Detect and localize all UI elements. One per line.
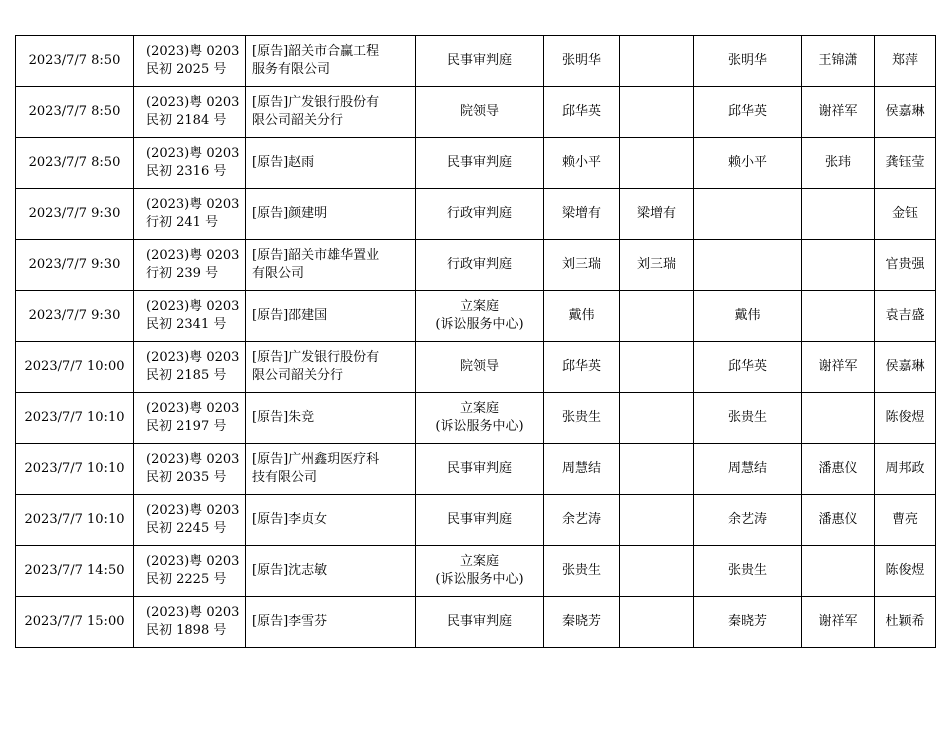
party-cell xyxy=(246,546,416,597)
table-row xyxy=(16,189,936,240)
clerk-text: 陈俊煜 xyxy=(885,563,925,578)
hearing-time-text: 2023/7/7 10:10 xyxy=(24,512,125,527)
hearing-time-text: 2023/7/7 10:10 xyxy=(24,410,125,425)
case-number-text: (2023)粤 0203 xyxy=(146,299,240,314)
panel-member-text: 王锦潇 xyxy=(818,53,858,68)
case-number-cell xyxy=(134,444,246,495)
judge-text: 余艺涛 xyxy=(561,512,601,527)
clerk-text: 侯嘉琳 xyxy=(885,359,925,374)
case-number-text: 行初 241 号 xyxy=(146,215,219,230)
chief-judge-cell xyxy=(694,240,802,291)
party-cell xyxy=(246,189,416,240)
department-cell xyxy=(416,36,544,87)
case-number-text: (2023)粤 0203 xyxy=(146,95,240,110)
panel-member-cell xyxy=(802,342,875,393)
department-text: (诉讼服务中心) xyxy=(435,572,524,587)
judge-text: 周慧结 xyxy=(561,461,601,476)
party-cell xyxy=(246,291,416,342)
table-row xyxy=(16,444,936,495)
case-number-cell xyxy=(134,36,246,87)
case-number-text: 民初 1898 号 xyxy=(146,623,227,638)
case-number-text: (2023)粤 0203 xyxy=(146,146,240,161)
clerk-text: 陈俊煜 xyxy=(885,410,925,425)
hearing-time-cell xyxy=(16,138,134,189)
panel-member-text: 张玮 xyxy=(824,155,851,170)
panel-member-text: 谢祥军 xyxy=(818,359,858,374)
chief-judge-cell xyxy=(694,36,802,87)
hearing-time-cell xyxy=(16,342,134,393)
chief-judge-text: 戴伟 xyxy=(734,308,761,323)
judge-text: 梁增有 xyxy=(561,206,601,221)
panel-member-cell xyxy=(802,138,875,189)
hearing-schedule-table xyxy=(15,35,936,648)
judge-text: 邱华英 xyxy=(561,104,601,119)
clerk-cell xyxy=(875,87,936,138)
judge-text: 秦晓芳 xyxy=(561,614,601,629)
clerk-text: 袁吉盛 xyxy=(885,308,925,323)
case-number-text: 行初 239 号 xyxy=(146,266,219,281)
department-cell xyxy=(416,495,544,546)
judge-cell xyxy=(544,597,620,648)
department-cell xyxy=(416,342,544,393)
table-row xyxy=(16,546,936,597)
party-cell xyxy=(246,342,416,393)
chief-judge-cell xyxy=(694,342,802,393)
department-text: 院领导 xyxy=(459,104,499,119)
department-text: 立案庭 xyxy=(459,299,499,314)
chief-judge-cell xyxy=(694,495,802,546)
party-text: [原告]赵雨 xyxy=(252,155,315,170)
panel-member-text: 谢祥军 xyxy=(818,104,858,119)
panel-member-cell xyxy=(802,36,875,87)
party-text: 限公司韶关分行 xyxy=(252,368,344,383)
chief-judge-cell xyxy=(694,291,802,342)
hearing-time-text: 2023/7/7 15:00 xyxy=(24,614,125,629)
chief-judge-text: 赖小平 xyxy=(727,155,767,170)
party-cell xyxy=(246,138,416,189)
party-cell xyxy=(246,240,416,291)
department-text: 行政审判庭 xyxy=(446,206,512,221)
clerk-cell xyxy=(875,546,936,597)
judge-cell xyxy=(544,495,620,546)
party-cell xyxy=(246,597,416,648)
judge-cell xyxy=(544,444,620,495)
case-number-text: 民初 2025 号 xyxy=(146,62,227,77)
case-number-text: 民初 2341 号 xyxy=(146,317,227,332)
clerk-text: 金钰 xyxy=(891,206,918,221)
presiding-judge-cell xyxy=(620,546,694,597)
clerk-cell xyxy=(875,138,936,189)
judge-cell xyxy=(544,36,620,87)
chief-judge-text: 周慧结 xyxy=(727,461,767,476)
case-number-text: 民初 2185 号 xyxy=(146,368,227,383)
party-text: [原告]韶关市雄华置业 xyxy=(252,248,380,263)
panel-member-cell xyxy=(802,546,875,597)
party-text: [原告]沈志敏 xyxy=(252,563,328,578)
judge-cell xyxy=(544,138,620,189)
presiding-judge-cell xyxy=(620,87,694,138)
party-text: [原告]广发银行股份有 xyxy=(252,95,380,110)
presiding-judge-cell xyxy=(620,240,694,291)
hearing-time-text: 2023/7/7 8:50 xyxy=(28,53,121,68)
clerk-text: 周邦政 xyxy=(885,461,925,476)
case-number-text: 民初 2197 号 xyxy=(146,419,227,434)
presiding-judge-cell xyxy=(620,189,694,240)
party-text: [原告]广州鑫玥医疗科 xyxy=(252,452,380,467)
case-number-text: 民初 2184 号 xyxy=(146,113,227,128)
chief-judge-cell xyxy=(694,597,802,648)
department-cell xyxy=(416,240,544,291)
presiding-judge-cell xyxy=(620,444,694,495)
party-text: 限公司韶关分行 xyxy=(252,113,344,128)
presiding-judge-cell xyxy=(620,495,694,546)
panel-member-text: 谢祥军 xyxy=(818,614,858,629)
table-row xyxy=(16,597,936,648)
department-text: 民事审判庭 xyxy=(446,512,512,527)
judge-cell xyxy=(544,342,620,393)
hearing-time-text: 2023/7/7 14:50 xyxy=(24,563,125,578)
clerk-cell xyxy=(875,36,936,87)
case-number-cell xyxy=(134,189,246,240)
panel-member-cell xyxy=(802,87,875,138)
hearing-time-cell xyxy=(16,189,134,240)
hearing-time-cell xyxy=(16,597,134,648)
department-cell xyxy=(416,291,544,342)
case-number-cell xyxy=(134,597,246,648)
chief-judge-cell xyxy=(694,87,802,138)
hearing-time-text: 2023/7/7 10:00 xyxy=(24,359,125,374)
department-text: 行政审判庭 xyxy=(446,257,512,272)
judge-text: 刘三瑞 xyxy=(561,257,601,272)
judge-text: 张贵生 xyxy=(561,410,601,425)
department-cell xyxy=(416,444,544,495)
judge-text: 张明华 xyxy=(561,53,601,68)
party-text: 有限公司 xyxy=(252,266,305,281)
party-text: [原告]李雪芬 xyxy=(252,614,328,629)
hearing-time-text: 2023/7/7 8:50 xyxy=(28,104,121,119)
clerk-text: 龚钰莹 xyxy=(885,155,925,170)
department-cell xyxy=(416,546,544,597)
hearing-time-cell xyxy=(16,393,134,444)
judge-text: 张贵生 xyxy=(561,563,601,578)
party-text: [原告]邵建国 xyxy=(252,308,328,323)
department-text: 民事审判庭 xyxy=(446,155,512,170)
judge-cell xyxy=(544,189,620,240)
case-number-text: (2023)粤 0203 xyxy=(146,503,240,518)
department-text: 民事审判庭 xyxy=(446,53,512,68)
case-number-text: (2023)粤 0203 xyxy=(146,452,240,467)
case-number-text: 民初 2225 号 xyxy=(146,572,227,587)
department-text: 院领导 xyxy=(459,359,499,374)
clerk-cell xyxy=(875,495,936,546)
hearing-time-cell xyxy=(16,546,134,597)
chief-judge-cell xyxy=(694,138,802,189)
case-number-text: (2023)粤 0203 xyxy=(146,350,240,365)
clerk-text: 曹亮 xyxy=(891,512,918,527)
panel-member-cell xyxy=(802,444,875,495)
judge-cell xyxy=(544,291,620,342)
presiding-judge-cell xyxy=(620,393,694,444)
chief-judge-text: 张贵生 xyxy=(727,563,767,578)
table-row xyxy=(16,495,936,546)
chief-judge-text: 邱华英 xyxy=(727,104,767,119)
department-cell xyxy=(416,87,544,138)
department-cell xyxy=(416,393,544,444)
case-number-text: (2023)粤 0203 xyxy=(146,44,240,59)
chief-judge-cell xyxy=(694,444,802,495)
table-row xyxy=(16,291,936,342)
table-row xyxy=(16,342,936,393)
hearing-time-cell xyxy=(16,291,134,342)
panel-member-cell xyxy=(802,597,875,648)
clerk-cell xyxy=(875,444,936,495)
chief-judge-cell xyxy=(694,189,802,240)
party-cell xyxy=(246,495,416,546)
case-number-cell xyxy=(134,138,246,189)
presiding-judge-text: 刘三瑞 xyxy=(636,257,676,272)
case-number-cell xyxy=(134,495,246,546)
case-number-text: (2023)粤 0203 xyxy=(146,554,240,569)
hearing-time-text: 2023/7/7 10:10 xyxy=(24,461,125,476)
case-number-cell xyxy=(134,342,246,393)
panel-member-text: 潘惠仪 xyxy=(818,461,858,476)
hearing-time-cell xyxy=(16,495,134,546)
chief-judge-text: 秦晓芳 xyxy=(727,614,767,629)
hearing-time-text: 2023/7/7 9:30 xyxy=(28,257,121,272)
clerk-text: 侯嘉琳 xyxy=(885,104,925,119)
clerk-cell xyxy=(875,342,936,393)
panel-member-text: 潘惠仪 xyxy=(818,512,858,527)
case-number-text: 民初 2245 号 xyxy=(146,521,227,536)
chief-judge-text: 张贵生 xyxy=(727,410,767,425)
party-cell xyxy=(246,36,416,87)
hearing-time-cell xyxy=(16,36,134,87)
case-number-text: 民初 2316 号 xyxy=(146,164,227,179)
judge-text: 戴伟 xyxy=(568,308,595,323)
department-text: 民事审判庭 xyxy=(446,461,512,476)
table-row xyxy=(16,138,936,189)
judge-cell xyxy=(544,393,620,444)
clerk-cell xyxy=(875,597,936,648)
panel-member-cell xyxy=(802,291,875,342)
presiding-judge-cell xyxy=(620,138,694,189)
presiding-judge-cell xyxy=(620,597,694,648)
party-cell xyxy=(246,444,416,495)
case-number-cell xyxy=(134,87,246,138)
clerk-text: 官贵强 xyxy=(885,257,925,272)
presiding-judge-text: 梁增有 xyxy=(636,206,676,221)
hearing-time-cell xyxy=(16,87,134,138)
clerk-cell xyxy=(875,240,936,291)
case-number-text: (2023)粤 0203 xyxy=(146,605,240,620)
presiding-judge-cell xyxy=(620,342,694,393)
party-text: [原告]韶关市合赢工程 xyxy=(252,44,380,59)
department-text: (诉讼服务中心) xyxy=(435,419,524,434)
party-text: [原告]李贞女 xyxy=(252,512,328,527)
clerk-cell xyxy=(875,189,936,240)
party-text: [原告]广发银行股份有 xyxy=(252,350,380,365)
table-row xyxy=(16,393,936,444)
panel-member-cell xyxy=(802,189,875,240)
judge-text: 邱华英 xyxy=(561,359,601,374)
department-cell xyxy=(416,138,544,189)
hearing-time-cell xyxy=(16,240,134,291)
chief-judge-cell xyxy=(694,393,802,444)
panel-member-cell xyxy=(802,495,875,546)
clerk-cell xyxy=(875,291,936,342)
table-row xyxy=(16,240,936,291)
hearing-time-text: 2023/7/7 9:30 xyxy=(28,308,121,323)
judge-cell xyxy=(544,240,620,291)
party-text: 服务有限公司 xyxy=(252,62,331,77)
department-cell xyxy=(416,189,544,240)
presiding-judge-cell xyxy=(620,36,694,87)
case-number-text: 民初 2035 号 xyxy=(146,470,227,485)
presiding-judge-cell xyxy=(620,291,694,342)
chief-judge-cell xyxy=(694,546,802,597)
party-text: [原告]颜建明 xyxy=(252,206,328,221)
panel-member-cell xyxy=(802,393,875,444)
judge-cell xyxy=(544,546,620,597)
department-text: 立案庭 xyxy=(459,554,499,569)
party-cell xyxy=(246,87,416,138)
case-number-text: (2023)粤 0203 xyxy=(146,197,240,212)
judge-cell xyxy=(544,87,620,138)
hearing-time-cell xyxy=(16,444,134,495)
table-row xyxy=(16,87,936,138)
chief-judge-text: 余艺涛 xyxy=(727,512,767,527)
panel-member-cell xyxy=(802,240,875,291)
case-number-text: (2023)粤 0203 xyxy=(146,248,240,263)
hearing-time-text: 2023/7/7 9:30 xyxy=(28,206,121,221)
judge-text: 赖小平 xyxy=(561,155,601,170)
chief-judge-text: 邱华英 xyxy=(727,359,767,374)
case-number-cell xyxy=(134,240,246,291)
table-row xyxy=(16,36,936,87)
party-text: 技有限公司 xyxy=(252,470,318,485)
clerk-text: 杜颖希 xyxy=(885,614,925,629)
party-text: [原告]朱竞 xyxy=(252,410,315,425)
case-number-cell xyxy=(134,291,246,342)
case-number-cell xyxy=(134,546,246,597)
clerk-cell xyxy=(875,393,936,444)
hearing-time-text: 2023/7/7 8:50 xyxy=(28,155,121,170)
department-cell xyxy=(416,597,544,648)
case-number-cell xyxy=(134,393,246,444)
department-text: (诉讼服务中心) xyxy=(435,317,524,332)
department-text: 民事审判庭 xyxy=(446,614,512,629)
schedule-body xyxy=(16,36,936,648)
chief-judge-text: 张明华 xyxy=(727,53,767,68)
clerk-text: 郑萍 xyxy=(891,53,918,68)
party-cell xyxy=(246,393,416,444)
department-text: 立案庭 xyxy=(459,401,499,416)
case-number-text: (2023)粤 0203 xyxy=(146,401,240,416)
